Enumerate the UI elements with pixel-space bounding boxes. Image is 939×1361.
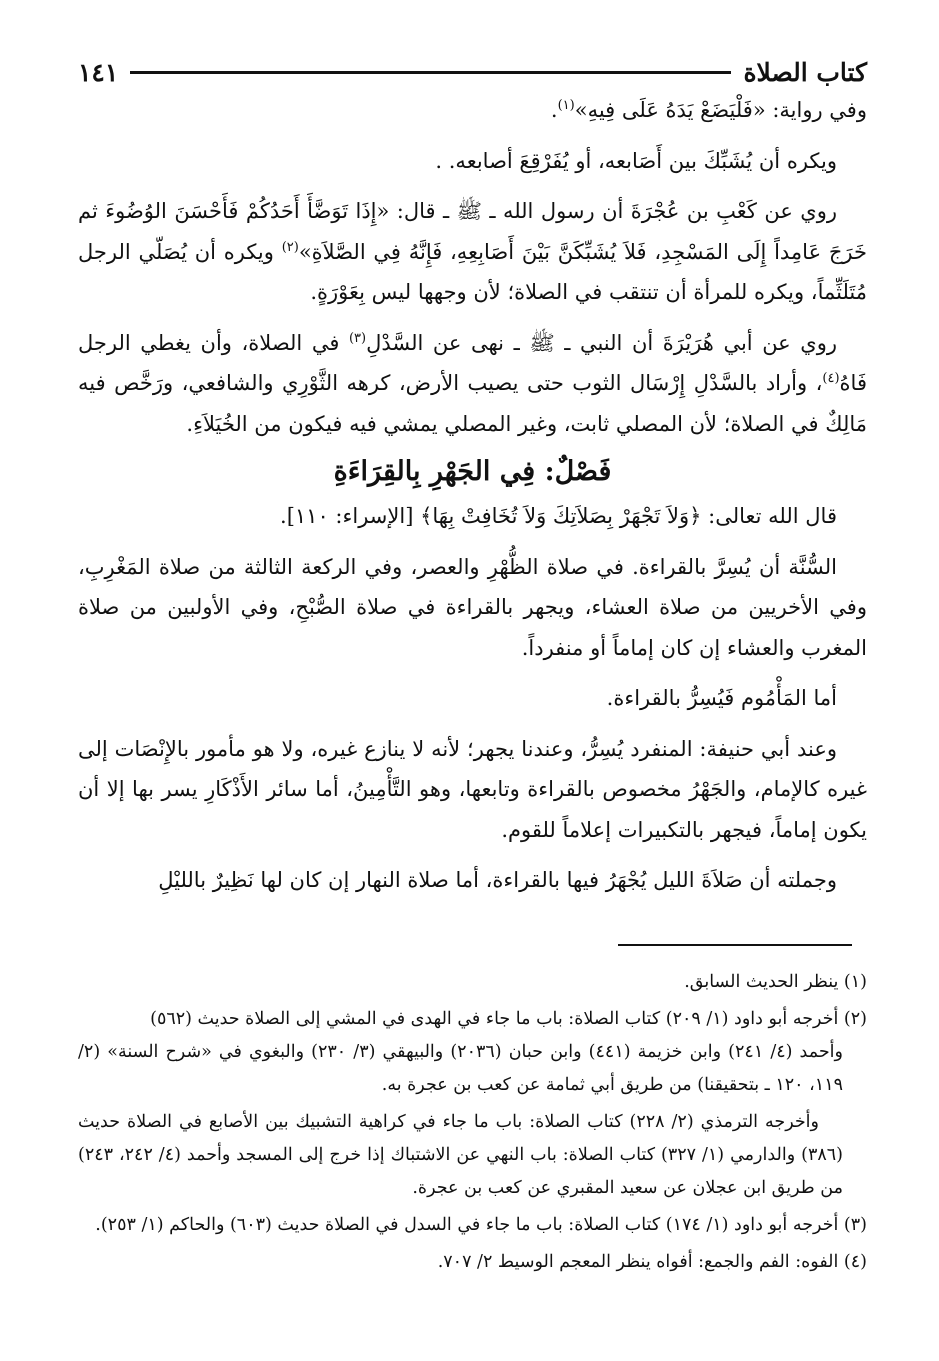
section-heading: فَصْلٌ: فِي الجَهْرِ بِالقِرَاءَةِ — [333, 456, 612, 487]
paragraph — [78, 323, 867, 445]
paragraph-text: ويكره أن يُصَلّي الرجل مُتَلَثِّماً، ويكره للمرأة أن تنتقب في الصلاة؛ لأن وجهها ليس بِعَوْرَةٍ. — [78, 239, 867, 304]
main-text — [78, 90, 867, 901]
paragraph: أما المَأْمُوم فَيُسِرُّ بالقراءة. — [606, 686, 837, 710]
paragraph — [78, 191, 867, 313]
page-number: ١٤١ — [78, 57, 119, 87]
paragraph — [78, 90, 867, 131]
footnote: (٤) الفوه: الفم والجمع: أفواه ينظر المعجم الوسيط ٢/ ٧٠٧. — [437, 1252, 867, 1272]
paragraph-text: . — [550, 98, 558, 122]
paragraph: قال الله تعالى: ﴿وَلاَ تَجْهَرْ بِصَلاَتِكَ وَلاَ تُخَافِتْ بِهَا﴾ [الإسراء: ١١٠]. — [280, 504, 837, 528]
footnote-divider — [618, 944, 852, 946]
footnote-ref: (٣) — [348, 330, 367, 346]
footnote-ref: (٤) — [822, 371, 840, 386]
header-rule — [130, 71, 731, 74]
footnote: (١) ينظر الحديث السابق. — [684, 972, 867, 992]
paragraph: السُّنَّة أن يُسِرَّ بالقراءة. في صلاة الظُّهْرِ والعصر، وفي الركعة الثالثة من صلاة المَغْرِبِ، وفي الأخريين من صلاة العشاء، ويجهر بالقراءة في صلاة الصُّبْحِ، وفي الأولبين من صلاة المغرب والعشاء إن كان إماماً أو منفرداً. — [78, 554, 867, 660]
footnote-ref: (١) — [557, 98, 575, 113]
paragraph-text: روي عن أبي هُرَيْرَةَ أن النبي ـ ﷺ ـ نهى عن السَّدْلِ — [366, 330, 837, 355]
footnote: (٢) أخرجه أبو داود (١/ ٢٠٩) كتاب الصلاة: باب ما جاء في الهدى في المشي إلى الصلاة حديث (٥٦٢) — [150, 1009, 867, 1029]
footnote: (٣) أخرجه أبو داود (١/ ١٧٤) كتاب الصلاة: باب ما جاء في السدل في الصلاة حديث (٦٠٣) والحاكم (١/ ٢٥٣). — [95, 1215, 867, 1235]
paragraph-text: في الصلاة، وأن يغطي الرجل فَاهُ — [78, 330, 867, 395]
paragraph: وجملته أن صَلاَةَ الليل يُجْهَرُ فيها بالقراءة، أما صلاة النهار إن كان لها نَظِيرٌ بالليْلِ — [158, 868, 837, 892]
paragraph-text: روي عن كَعْبِ بن عُجْرَةَ أن رسول الله ـ ﷺ ـ قال: «إِذَا تَوَضَّأَ أَحَدُكُمْ فَأَحْسَنَ الوُضُوءَ ثم خَرَجَ عَامِداً إِلَى المَسْجِدِ، فَلاَ يُشَبِّكَنَّ بَيْنَ أَصَابِعِهِ، فَإِنَّهُ فِي الصَّلاَةِ» — [78, 199, 867, 264]
paragraph: وعند أبي حنيفة: المنفرد يُسِرُّ، وعندنا يجهر؛ لأنه لا ينازع غيره، ولا هو مأمور بالإِنْصَات إلى غيره كالإمام، والجَهْرُ مخصوص بالقراءة وتابعها، وهو التَّأْمِينُ، أما سائر الأَذْكَارِ يسر بها إلا أن يكون إماماً، فيجهر بالتكبيرات إعلاماً للقوم. — [78, 736, 867, 842]
footnote-continuation: وأخرجه الترمذي (٢/ ٢٢٨) كتاب الصلاة: باب ما جاء في كراهية التشبيك بين الأصابع في الصلاة حديث (٣٨٦) والدارمي (١/ ٣٢٧) كتاب الصلاة: باب النهي عن الاشتباك إذا خرج إلى المسجد وأحمد (٤/ ٢٤٢، ٢٤٣) من طريق ابن عجلان عن سعيد المقبري عن كعب بن عجرة. — [78, 1112, 843, 1198]
paragraph-text: وفي رواية: «فَلْيَضَعْ يَدَهُ عَلَى فِيهِ» — [574, 98, 867, 122]
footnotes — [78, 966, 867, 1279]
footnote-continuation: وأحمد (٤/ ٢٤١) وابن خزيمة (٤٤١) وابن حبان (٢٠٣٦) والبيهقي (٣/ ٢٣٠) والبغوي في «شرح السنة» (٢/ ١١٩، ١٢٠ ـ بتحقيقنا) من طريق أبي ثمامة عن كعب بن عجرة به. — [78, 1042, 843, 1095]
page-header — [78, 52, 867, 92]
running-title: كتاب الصلاة — [743, 57, 867, 87]
paragraph-text: ، وأراد بالسَّدْلِ إِرْسَال الثوب حتى يصيب الأرض، كرهه الثَّوْرِي والشافعي، ورَخَّص فيه مَالِكٌ في الصلاة؛ لأن المصلي ثابت، وغير المصلي يمشي فيه فيكون من الخُيَلاَءِ. — [78, 371, 867, 436]
footnote-ref: (٢) — [281, 239, 299, 255]
paragraph: ويكره أن يُشَبِّكَ بين أَصَابعه، أو يُفَرْقِعَ أصابعه. . — [435, 148, 837, 173]
